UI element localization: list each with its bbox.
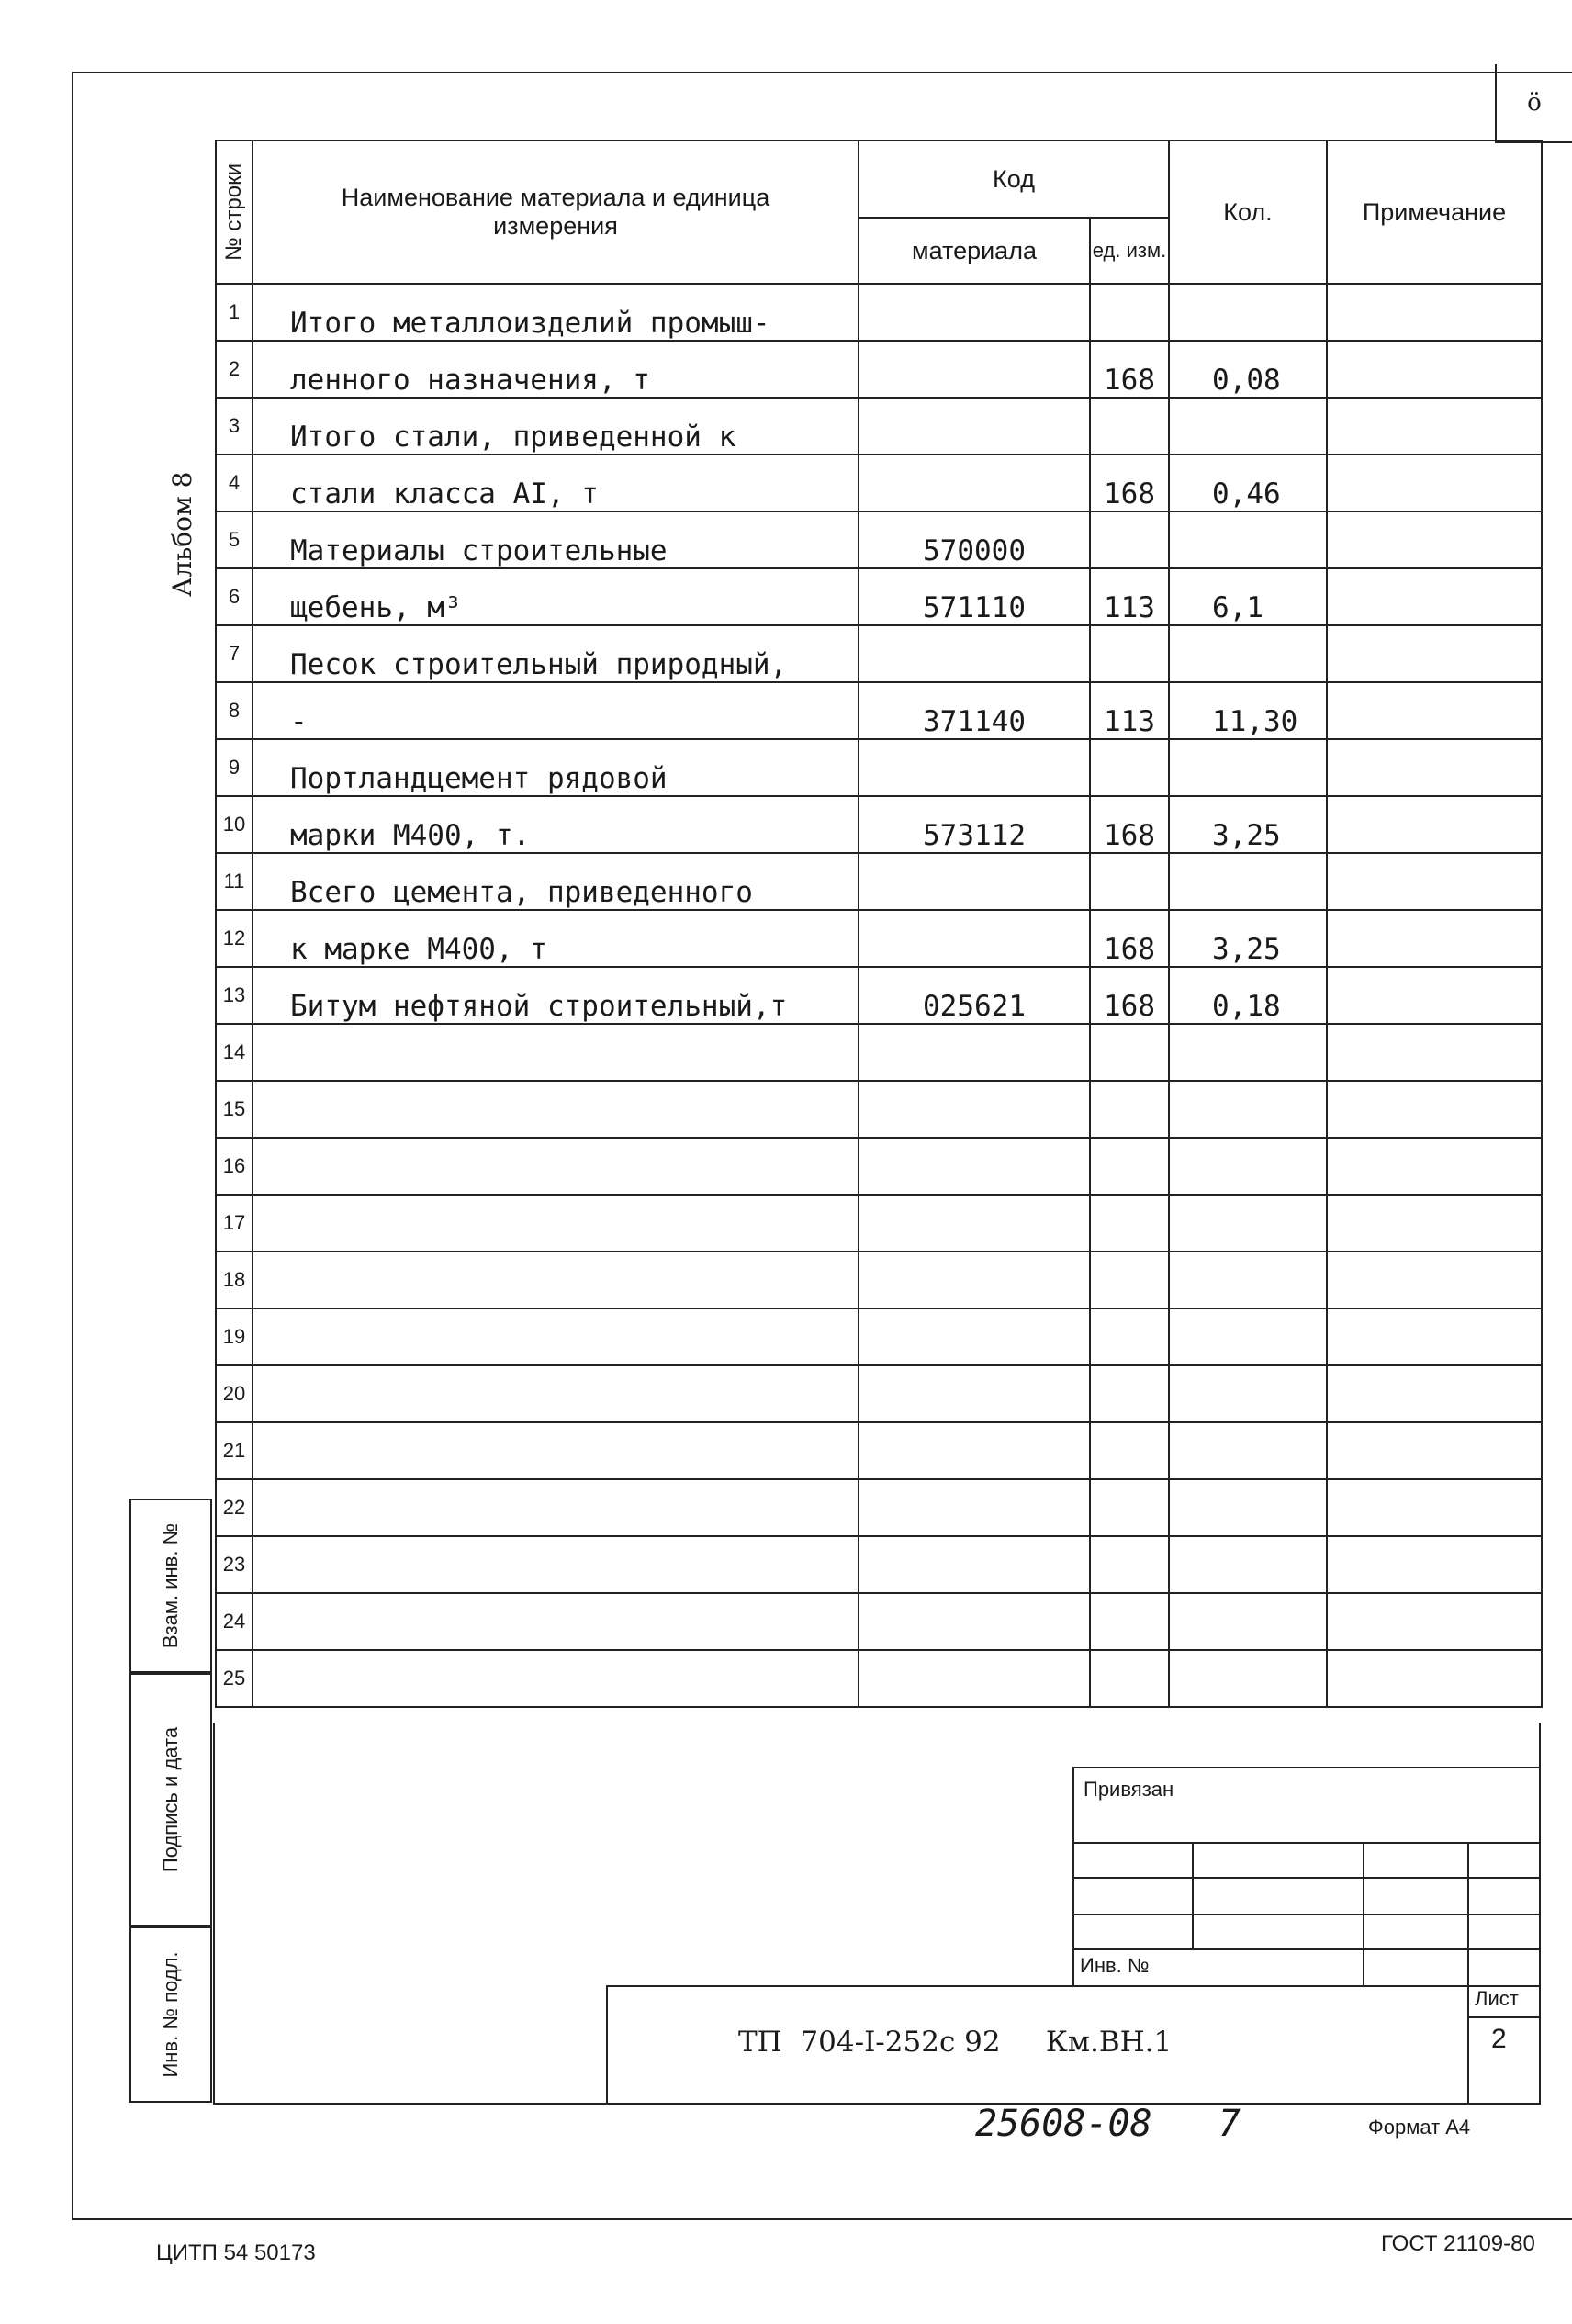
quantity: 0,18 — [1169, 967, 1327, 1024]
row-number: 24 — [216, 1593, 253, 1650]
quantity: 6,1 — [1169, 568, 1327, 625]
sheet-label: Лист — [1475, 1987, 1519, 2010]
row-number: 1 — [216, 284, 253, 341]
material-code — [859, 910, 1090, 967]
corner-mark: ö — [1495, 64, 1572, 143]
header-row-no: № строки — [216, 140, 253, 284]
material-code — [859, 1195, 1090, 1252]
material-name — [253, 1308, 859, 1365]
material-name — [253, 1195, 859, 1252]
row-number: 25 — [216, 1650, 253, 1707]
row-number: 13 — [216, 967, 253, 1024]
row-number: 12 — [216, 910, 253, 967]
note — [1327, 1138, 1542, 1195]
table-row — [216, 910, 1542, 967]
quantity — [1169, 1024, 1327, 1081]
material-name — [253, 1479, 859, 1536]
unit-code — [1090, 1365, 1169, 1422]
note — [1327, 511, 1542, 568]
designation-text: ТП 704-I-252с 92 Км.ВН.1 — [738, 2026, 1173, 2059]
note — [1327, 967, 1542, 1024]
tb-vline-2 — [1363, 1842, 1364, 1985]
stamp-inv: Инв. № подл. — [129, 1926, 212, 2103]
table-row — [216, 1308, 1542, 1365]
row-number: 11 — [216, 853, 253, 910]
note — [1327, 625, 1542, 682]
material-name — [253, 1650, 859, 1707]
table-row — [216, 853, 1542, 910]
inner-left-border — [213, 1723, 215, 2103]
table-row — [216, 739, 1542, 796]
table-row — [216, 967, 1542, 1024]
material-code: 571110 — [859, 568, 1090, 625]
privyazan-label: Привязан — [1084, 1778, 1174, 1801]
table-row — [216, 1593, 1542, 1650]
stamp-vzam: Взам. инв. № — [129, 1499, 212, 1673]
unit-code — [1090, 1308, 1169, 1365]
row-number: 8 — [216, 682, 253, 739]
unit-code — [1090, 511, 1169, 568]
material-name — [253, 1138, 859, 1195]
table-row — [216, 1081, 1542, 1138]
material-name: Песок строительный природный, — [253, 625, 859, 682]
material-code: 371140 — [859, 682, 1090, 739]
note — [1327, 853, 1542, 910]
material-code — [859, 455, 1090, 511]
quantity — [1169, 1479, 1327, 1536]
material-code: 570000 — [859, 511, 1090, 568]
material-code — [859, 1081, 1090, 1138]
material-code — [859, 341, 1090, 398]
note — [1327, 341, 1542, 398]
table-row — [216, 682, 1542, 739]
material-name: марки М400, т. — [253, 796, 859, 853]
quantity — [1169, 1308, 1327, 1365]
unit-code: 168 — [1090, 910, 1169, 967]
unit-code — [1090, 853, 1169, 910]
note — [1327, 1536, 1542, 1593]
material-name — [253, 1081, 859, 1138]
row-number: 9 — [216, 739, 253, 796]
row-number: 17 — [216, 1195, 253, 1252]
row-number: 4 — [216, 455, 253, 511]
note — [1327, 1650, 1542, 1707]
material-name: Материалы строительные — [253, 511, 859, 568]
material-code — [859, 1479, 1090, 1536]
note — [1327, 284, 1542, 341]
row-number: 2 — [216, 341, 253, 398]
material-code — [859, 1365, 1090, 1422]
note — [1327, 1195, 1542, 1252]
note — [1327, 682, 1542, 739]
note — [1327, 568, 1542, 625]
material-name — [253, 1365, 859, 1422]
row-number: 21 — [216, 1422, 253, 1479]
row-number: 23 — [216, 1536, 253, 1593]
unit-code: 113 — [1090, 568, 1169, 625]
material-code — [859, 1593, 1090, 1650]
note — [1327, 739, 1542, 796]
note — [1327, 398, 1542, 455]
note — [1327, 796, 1542, 853]
sheet-no-divider — [1467, 1985, 1469, 2103]
material-name: - — [253, 682, 859, 739]
unit-code — [1090, 1252, 1169, 1308]
material-name — [253, 1024, 859, 1081]
quantity — [1169, 1593, 1327, 1650]
row-number: 5 — [216, 511, 253, 568]
unit-code — [1090, 625, 1169, 682]
table-row — [216, 455, 1542, 511]
material-name: Битум нефтяной строительный,т — [253, 967, 859, 1024]
material-name: Итого металлоизделий промыш- — [253, 284, 859, 341]
tb-line-3 — [1072, 1914, 1541, 1915]
unit-code — [1090, 1138, 1169, 1195]
material-name: Портландцемент рядовой — [253, 739, 859, 796]
row-number: 7 — [216, 625, 253, 682]
row-number: 10 — [216, 796, 253, 853]
quantity: 0,46 — [1169, 455, 1327, 511]
table-row — [216, 511, 1542, 568]
note — [1327, 1422, 1542, 1479]
format-label: Формат А4 — [1368, 2116, 1471, 2139]
unit-code: 168 — [1090, 967, 1169, 1024]
quantity — [1169, 1195, 1327, 1252]
table-row — [216, 1650, 1542, 1707]
table-row — [216, 1479, 1542, 1536]
quantity — [1169, 625, 1327, 682]
material-name: Итого стали, приведенной к — [253, 398, 859, 455]
handwritten-number: 25608-08 7 — [975, 2103, 1241, 2145]
material-name — [253, 1422, 859, 1479]
material-code: 025621 — [859, 967, 1090, 1024]
note — [1327, 1252, 1542, 1308]
material-code — [859, 398, 1090, 455]
quantity — [1169, 739, 1327, 796]
tb-vline-3 — [1467, 1842, 1469, 1985]
header-code-unit: ед. изм. — [1090, 218, 1169, 284]
material-code: 573112 — [859, 796, 1090, 853]
note — [1327, 1024, 1542, 1081]
inv-no-label: Инв. № — [1080, 1954, 1150, 1977]
header-name: Наименование материала и единица измерения — [253, 140, 859, 284]
right-code: ГОСТ 21109-80 — [1381, 2231, 1535, 2256]
row-number: 19 — [216, 1308, 253, 1365]
table-row — [216, 1422, 1542, 1479]
unit-code — [1090, 1195, 1169, 1252]
material-code — [859, 853, 1090, 910]
material-code — [859, 1252, 1090, 1308]
row-number: 16 — [216, 1138, 253, 1195]
table-row — [216, 284, 1542, 341]
unit-code — [1090, 1081, 1169, 1138]
unit-code: 168 — [1090, 455, 1169, 511]
material-code — [859, 1536, 1090, 1593]
note — [1327, 910, 1542, 967]
unit-code — [1090, 1422, 1169, 1479]
unit-code: 168 — [1090, 341, 1169, 398]
row-number: 20 — [216, 1365, 253, 1422]
quantity — [1169, 284, 1327, 341]
unit-code — [1090, 1650, 1169, 1707]
table-row — [216, 1138, 1542, 1195]
header-note: Примечание — [1327, 140, 1542, 284]
quantity: 3,25 — [1169, 796, 1327, 853]
material-code — [859, 1650, 1090, 1707]
material-code — [859, 284, 1090, 341]
quantity — [1169, 853, 1327, 910]
material-code — [859, 1308, 1090, 1365]
unit-code: 113 — [1090, 682, 1169, 739]
table-row — [216, 625, 1542, 682]
material-name: к марке М400, т — [253, 910, 859, 967]
table-row — [216, 1252, 1542, 1308]
material-name: ленного назначения, т — [253, 341, 859, 398]
unit-code — [1090, 739, 1169, 796]
quantity — [1169, 1138, 1327, 1195]
table-row — [216, 1024, 1542, 1081]
note — [1327, 1081, 1542, 1138]
table-body — [216, 284, 1542, 1707]
header-code-material: материала — [859, 218, 1090, 284]
quantity — [1169, 1252, 1327, 1308]
stamp-podpis: Подпись и дата — [129, 1673, 212, 1926]
quantity: 3,25 — [1169, 910, 1327, 967]
unit-code — [1090, 398, 1169, 455]
quantity — [1169, 1365, 1327, 1422]
quantity: 0,08 — [1169, 341, 1327, 398]
header-code: Код — [859, 140, 1169, 218]
unit-code — [1090, 1479, 1169, 1536]
sheet-no-line — [1467, 2016, 1541, 2018]
left-code: ЦИТП 54 50173 — [156, 2240, 316, 2265]
quantity — [1169, 1422, 1327, 1479]
quantity — [1169, 398, 1327, 455]
material-code — [859, 1138, 1090, 1195]
material-name: Всего цемента, приведенного — [253, 853, 859, 910]
row-number: 22 — [216, 1479, 253, 1536]
table-row — [216, 341, 1542, 398]
inner-bottom-border — [213, 2103, 1541, 2105]
quantity: 11,30 — [1169, 682, 1327, 739]
specification-table — [215, 140, 1543, 1708]
table-row — [216, 398, 1542, 455]
material-code — [859, 739, 1090, 796]
unit-code — [1090, 1593, 1169, 1650]
row-number: 3 — [216, 398, 253, 455]
note — [1327, 1308, 1542, 1365]
row-number: 18 — [216, 1252, 253, 1308]
unit-code — [1090, 1536, 1169, 1593]
table-row — [216, 1195, 1542, 1252]
note — [1327, 455, 1542, 511]
row-number: 6 — [216, 568, 253, 625]
table-row — [216, 796, 1542, 853]
header-qty: Кол. — [1169, 140, 1327, 284]
material-code — [859, 625, 1090, 682]
material-name — [253, 1252, 859, 1308]
unit-code — [1090, 1024, 1169, 1081]
tb-line-4 — [1072, 1948, 1541, 1950]
unit-code: 168 — [1090, 796, 1169, 853]
tb-line-2 — [1072, 1877, 1541, 1879]
unit-code — [1090, 284, 1169, 341]
material-name — [253, 1536, 859, 1593]
quantity — [1169, 1081, 1327, 1138]
note — [1327, 1365, 1542, 1422]
table-row — [216, 1536, 1542, 1593]
material-name — [253, 1593, 859, 1650]
sheet-number: 2 — [1491, 2024, 1507, 2054]
note — [1327, 1479, 1542, 1536]
material-name: щебень, м³ — [253, 568, 859, 625]
quantity — [1169, 1650, 1327, 1707]
material-name: стали класса AI, т — [253, 455, 859, 511]
note — [1327, 1593, 1542, 1650]
material-code — [859, 1024, 1090, 1081]
quantity — [1169, 511, 1327, 568]
row-number: 14 — [216, 1024, 253, 1081]
quantity — [1169, 1536, 1327, 1593]
album-label: Альбом 8 — [167, 471, 197, 597]
tb-line-1 — [1072, 1842, 1541, 1844]
tb-vline-1 — [1192, 1842, 1194, 1948]
material-code — [859, 1422, 1090, 1479]
table-row — [216, 1365, 1542, 1422]
row-number: 15 — [216, 1081, 253, 1138]
table-row — [216, 568, 1542, 625]
